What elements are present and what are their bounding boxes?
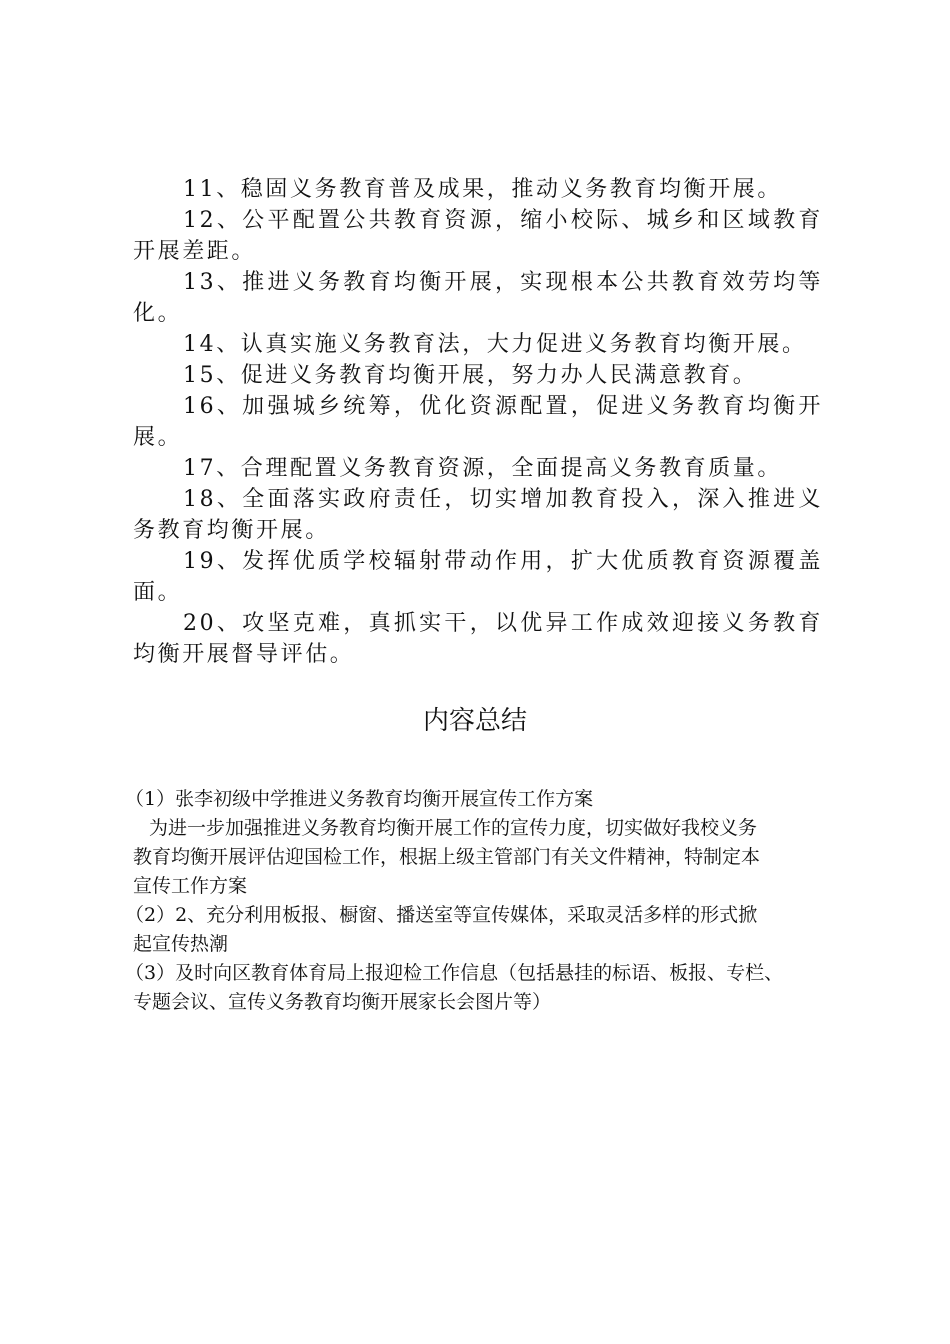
slogan-item: 13、推进义务教育均衡开展，实现根本公共教育效劳均等化。 (133, 270, 823, 326)
slogan-item: 12、公平配置公共教育资源，缩小校际、城乡和区域教育开展差距。 (133, 208, 823, 264)
summary-item-1-line: 宣传工作方案 (133, 875, 248, 897)
slogan-item: 20、攻坚克难，真抓实干，以优异工作成效迎接义务教育均衡开展督导评估。 (133, 611, 823, 667)
summary-item-2-line: （2）2、充分利用板报、橱窗、播送室等宣传媒体，采取灵活多样的形式掀 (125, 904, 758, 926)
summary-item-1-heading: （1）张李初级中学推进义务教育均衡开展宣传工作方案 (125, 788, 594, 810)
summary-item-3-line: （3）及时向区教育体育局上报迎检工作信息（包括悬挂的标语、板报、专栏、 (125, 962, 784, 984)
slogan-item: 16、加强城乡统筹，优化资源配置，促进义务教育均衡开展。 (133, 394, 823, 450)
summary-body (125, 785, 853, 1017)
slogan-list (133, 174, 823, 670)
summary-item-1-line: 教育均衡开展评估迎国检工作，根据上级主管部门有关文件精神，特制定本 (133, 846, 761, 868)
slogan-item: 15、促进义务教育均衡开展，努力办人民满意教育。 (183, 363, 758, 388)
summary-title: 内容总结 (422, 706, 527, 736)
summary-item-2-line: 起宣传热潮 (133, 933, 229, 955)
summary-item-3-line: 专题会议、宣传义务教育均衡开展家长会图片等） (133, 991, 552, 1013)
slogan-item: 11、稳固义务教育普及成果，推动义务教育均衡开展。 (183, 177, 782, 202)
slogan-item: 17、合理配置义务教育资源，全面提高义务教育质量。 (183, 456, 782, 481)
slogan-item: 18、全面落实政府责任，切实增加教育投入，深入推进义务教育均衡开展。 (133, 487, 823, 543)
slogan-item: 14、认真实施义务教育法，大力促进义务教育均衡开展。 (183, 332, 807, 357)
summary-item-1-line: 为进一步加强推进义务教育均衡开展工作的宣传力度，切实做好我校义务 (149, 817, 758, 839)
slogan-item: 19、发挥优质学校辐射带动作用，扩大优质教育资源覆盖面。 (133, 549, 823, 605)
